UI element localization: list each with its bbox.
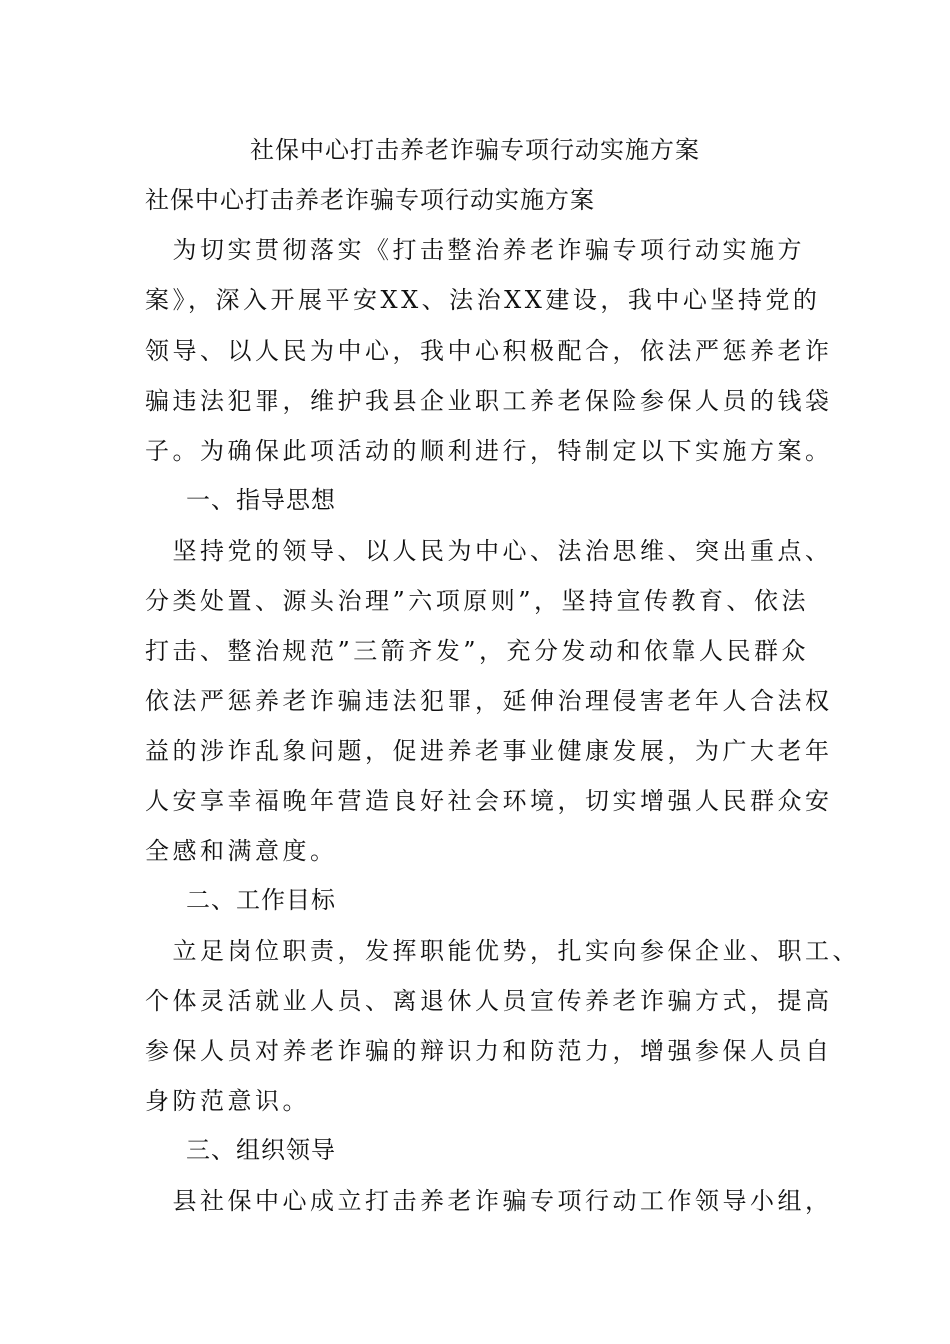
section-line: 县社保中心成立打击养老诈骗专项行动工作领导小组， [145,1187,833,1215]
section-heading-organization: 三、组织领导 [186,1136,336,1164]
document-subtitle: 社保中心打击养老诈骗专项行动实施方案 [145,186,595,214]
section-line: 全感和满意度。 [145,837,338,865]
section-line: 身防范意识。 [145,1087,310,1115]
section-line: 立足岗位职责，发挥职能优势，扎实向参保企业、职工、 [145,937,860,965]
section-line: 坚持党的领导、以人民为中心、法治思维、突出重点、 [145,537,833,565]
section-line: 分类处置、源头治理”六项原则”，坚持宣传教育、依法 [145,587,810,615]
intro-line: 为切实贯彻落实《打击整治养老诈骗专项行动实施方 [145,236,805,264]
document-title: 社保中心打击养老诈骗专项行动实施方案 [250,136,700,164]
intro-line: 领导、以人民为中心，我中心积极配合，依法严惩养老诈 [145,337,833,365]
section-line: 人安享幸福晚年营造良好社会环境，切实增强人民群众安 [145,787,833,815]
section-line: 依法严惩养老诈骗违法犯罪，延伸治理侵害老年人合法权 [145,687,833,715]
intro-line: 案》，深入开展平安XX、法治XX建设，我中心坚持党的 [145,286,821,314]
intro-line: 子。为确保此项活动的顺利进行，特制定以下实施方案。 [145,437,833,465]
section-line: 益的涉诈乱象问题，促进养老事业健康发展，为广大老年 [145,737,833,765]
intro-line: 骗违法犯罪，维护我县企业职工养老保险参保人员的钱袋 [145,387,833,415]
section-heading-guiding-ideology: 一、指导思想 [186,486,336,514]
section-line: 个体灵活就业人员、离退休人员宣传养老诈骗方式，提高 [145,987,833,1015]
section-line: 打击、整治规范”三箭齐发”，充分发动和依靠人民群众 [145,637,810,665]
section-heading-work-goals: 二、工作目标 [186,886,336,914]
section-line: 参保人员对养老诈骗的辩识力和防范力，增强参保人员自 [145,1037,833,1065]
